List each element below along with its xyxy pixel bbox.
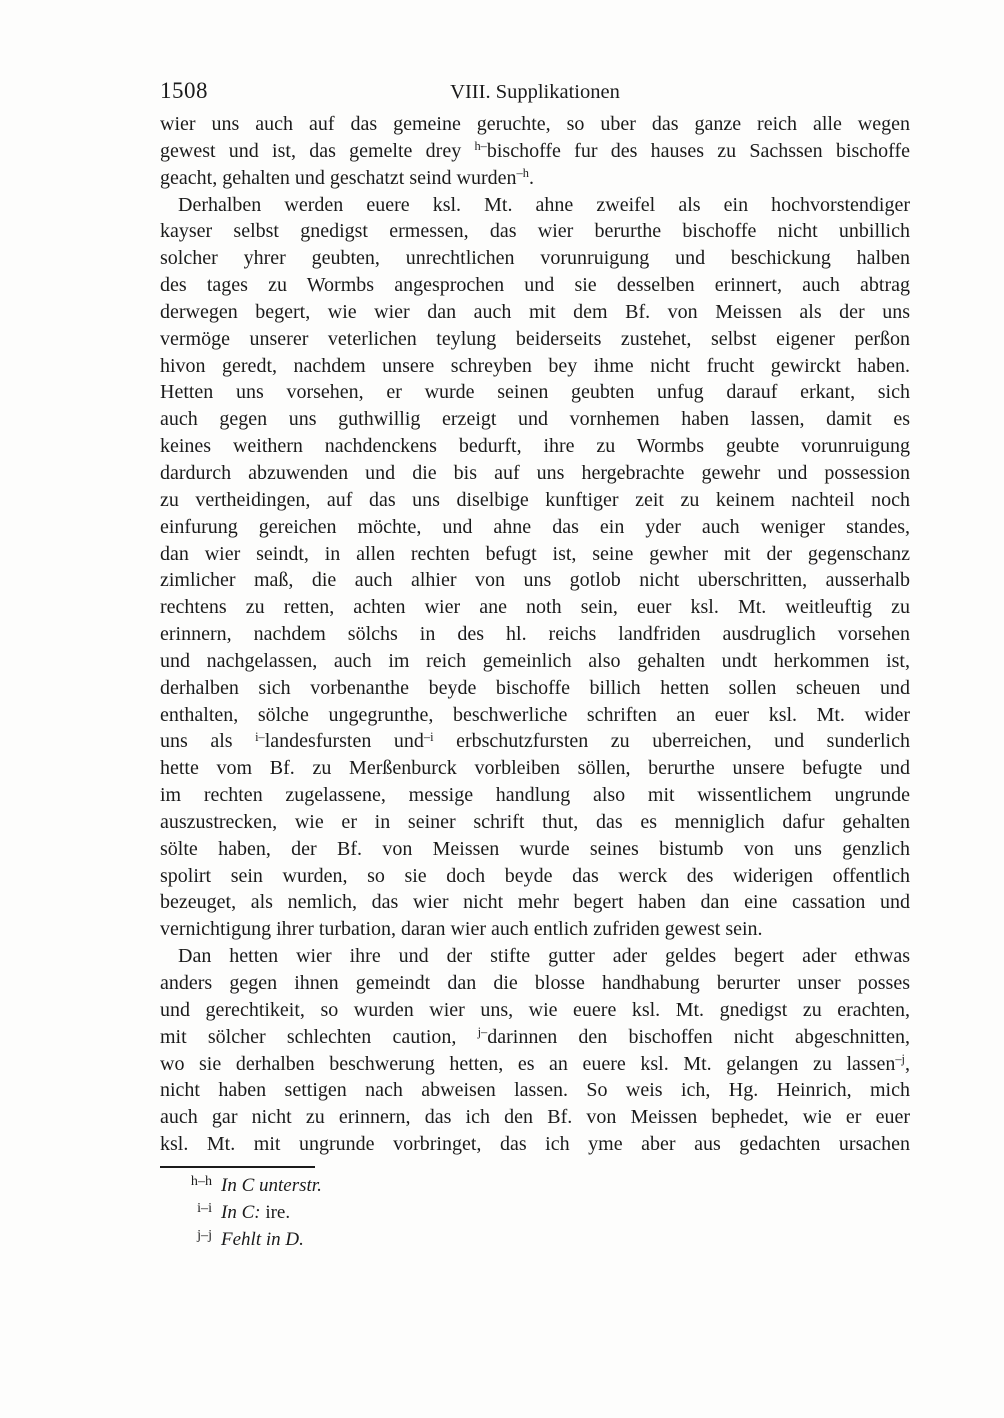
footnote-text-italic: In C unterstr. <box>221 1175 322 1196</box>
footnote-list <box>160 1172 910 1253</box>
note-reference-mark: h– <box>474 139 487 154</box>
text-line: Hetten uns vorsehen, er wurde seinen geubten unfug darauf erkant, sich <box>160 381 910 404</box>
text-line: einfurung gereichen möchte, und ahne das ein yder auch weniger standes, <box>160 515 910 538</box>
text-line: enthalten, sölche ungegrunthe, beschwerliche schriften an euer ksl. Mt. wider <box>160 703 910 726</box>
text-line: derwegen begert, wie wier dan auch mit dem Bf. von Meissen als der uns <box>160 300 910 323</box>
text-line: und nachgelassen, auch im reich gemeinlich also gehalten undt herkommen ist, <box>160 649 910 672</box>
note-reference-mark: –h <box>516 165 529 180</box>
text-line: Derhalben werden euere ksl. Mt. ahne zweifel als ein hochvorstendiger <box>178 193 910 216</box>
note-reference-mark: j– <box>477 1024 488 1039</box>
note-reference-mark: –i <box>423 729 434 744</box>
text-line: gewest und ist, das gemelte drey $^{h-}$bischoffe fur des hauses zu Sachssen bischoffe <box>160 139 910 162</box>
running-head: VIII. Supplikationen <box>450 81 620 103</box>
footnote-text-roman: ire. <box>260 1202 291 1223</box>
text-line: Dan hetten wier ihre und der stifte gutter ader geldes begert ader ethwas <box>178 945 910 968</box>
text-line: anders gegen ihnen gemeindt dan die blosse handhabung berurter unser posses <box>160 972 910 994</box>
text-line: kayser selbst gnedigst ermessen, das wier berurthe bischoffe nicht unbillich <box>160 220 910 243</box>
paragraph <box>160 111 910 192</box>
footnote-text-italic: Fehlt in D. <box>221 1229 304 1250</box>
footnote-text-italic: In C: <box>221 1202 261 1223</box>
text-line: keines weithern nachdenckens bedurft, ihre zu Wormbs geubte vorunruigung <box>160 435 910 458</box>
footnote-block <box>160 1166 910 1253</box>
text-line: dardurch abzuwenden und die bis auf uns hergebrachte gewehr und possession <box>160 461 910 484</box>
text-line: des tages zu Wormbs angesprochen und sie desselben erinnert, auch abtrag <box>160 274 910 297</box>
text-line: mit sölcher schlechten caution, $^{j-}$darinnen den bischoffen nicht abgeschnitten, <box>160 1024 910 1048</box>
text-line: vermöge unserer veterlichen teylung beiderseits zustehet, selbst eigener perßon <box>160 327 910 350</box>
paragraph <box>160 192 910 944</box>
text-line: wier uns auch auf das gemeine geruchte, so uber das ganze reich alle wegen <box>160 113 910 135</box>
text-line: im rechten zugelassene, messige handlung also mit wissentlichem ungrunde <box>160 784 910 807</box>
note-reference-mark: i– <box>255 729 265 744</box>
text-line: auch gar nicht zu erinnern, das ich den Bf. von Meissen bephedet, wie er euer <box>160 1106 910 1129</box>
text-line: spolirt sein wurden, so sie doch beyde das werck des widerigen offentlich <box>160 864 910 887</box>
text-line: solcher yhrer geubten, unrechtlichen vorunruigung und beschickung halben <box>160 247 910 270</box>
note-reference-mark: –j <box>895 1051 905 1066</box>
text-line: geacht, gehalten und geschatzt seind wurden$^{-h}$. <box>160 165 534 189</box>
footnote-item: j–j Fehlt in D. <box>197 1226 304 1250</box>
text-line: bezeuget, als nemlich, das wier nicht mehr begert haben dan eine cassation und <box>160 891 910 914</box>
text-line: auszustrecken, wie er in seiner schrift thut, das es menniglich dafur gehalten <box>160 810 910 833</box>
text-line: erinnern, nachdem sölchs in des hl. reichs landfriden ausdruglich vorsehen <box>160 623 910 646</box>
text-line: dan wier seindt, in allen rechten befugt ist, seine gewher mit der gegenschanz <box>160 542 910 565</box>
text-line: nicht haben settigen nach abweisen lassen. So weis ich, Hg. Heinrich, mich <box>160 1079 910 1102</box>
text-line: wo sie derhalben beschwerung hetten, es an euere ksl. Mt. gelangen zu lassen$^{-j}$, <box>160 1051 910 1075</box>
text-line: hivon geredt, nachdem unsere schreyben bey ihme nicht frucht gewirckt haben. <box>160 354 910 377</box>
text-line: vernichtigung ihrer turbation, daran wier auch entlich zufriden gewest sein. <box>160 918 763 941</box>
text-line: auch gegen uns guthwillig erzeigt und vornhemen haben lassen, damit es <box>160 408 910 431</box>
footnote-item: i–i In C: ire. <box>197 1199 291 1223</box>
page-number: 1508 <box>160 78 208 103</box>
text-line: hette vom Bf. zu Merßenburck vorbleiben söllen, berurthe unsere befugte und <box>160 757 910 780</box>
footnote-rule <box>160 1166 315 1168</box>
footnote-item: h–h In C unterstr. <box>190 1172 322 1196</box>
text-line: ksl. Mt. mit ungrunde vorbringet, das ich yme aber aus gedachten ursachen <box>160 1133 910 1156</box>
text-line: zu vertheidingen, auf das uns diselbige kunftiger zeit zu keinem nachteil noch <box>160 488 910 511</box>
text-line: derhalben sich vorbenanthe beyde bischoffe billich hetten sollen scheuen und <box>160 676 910 699</box>
text-line: sölte haben, der Bf. von Meissen wurde seines bistumb von uns genzlich <box>160 837 910 860</box>
text-line: zimlicher maß, die auch alhier von uns gotlob nicht uberschritten, ausserhalb <box>160 569 910 592</box>
body-text-block <box>160 111 910 1158</box>
text-line: rechtens zu retten, achten wier ane noth sein, euer ksl. Mt. weitleuftig zu <box>160 596 910 619</box>
paragraph <box>160 943 910 1158</box>
text-line: und gerechtikeit, so wurden wier uns, wie euere ksl. Mt. gnedigst zu erachten, <box>160 998 910 1021</box>
text-line: uns als $^{i-}$landesfursten und$^{-i}$ erbschutzfursten zu uberreichen, und sunderlich <box>160 729 910 753</box>
